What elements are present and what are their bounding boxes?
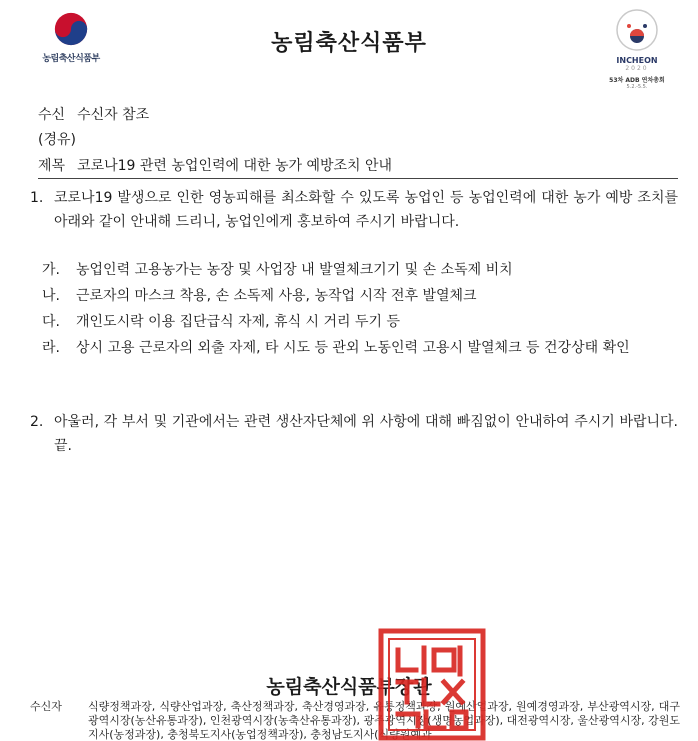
list-item-text: 근로자의 마스크 착용, 손 소독제 사용, 농작업 시작 전후 발열체크 <box>76 288 477 304</box>
ministry-logo-label: 농림축산식품부 <box>42 54 100 64</box>
document-title: 농림축산식품부 <box>271 31 427 56</box>
subject-value: 코로나19 관련 농업인력에 대한 농가 예방조치 안내 <box>77 158 393 174</box>
list-item-label: 라. <box>42 340 60 356</box>
recipient-list-value: 식량정책과장, 식량산업과장, 축산정책과장, 축산경영과장, 유통정책과장, 원예산업과장, 원예경영과장, 부산광역시장, 대구광역시장(농산유통과장), 인천광역시장(농축산유통과장), 광주광역시장(생명농업과장), 대전광역시장, 울산광역시장, 강원도지사(농정과장), 충청북도지사(농업정책과장), 충청남도지사(식량원예과 <box>88 700 681 741</box>
list-item-label: 다. <box>42 314 60 330</box>
adb-event-logo <box>600 8 674 90</box>
list-item-text: 농업인력 고용농가는 농장 및 사업장 내 발열체크기기 및 손 소독제 비치 <box>76 262 513 278</box>
paragraph-2-text: 아울러, 각 부서 및 기관에서는 관련 생산자단체에 위 사항에 대해 빠짐없이 안내하여 주시기 바랍니다. 끝. <box>54 414 678 454</box>
sender-name: 농림축산식품부장관 <box>266 676 432 698</box>
document-header <box>0 0 698 90</box>
event-city: INCHEON <box>616 56 658 65</box>
paragraph-1-number: 1. <box>30 190 44 206</box>
recipient-list-key: 수신자 <box>30 700 62 713</box>
paragraph-2-number: 2. <box>30 414 44 430</box>
list-item-text: 상시 고용 근로자의 외출 자제, 타 시도 등 관외 노동인력 고용시 발열체크 등 건강상태 확인 <box>76 340 630 356</box>
event-dates: 5.2.-5.5. <box>626 84 648 90</box>
recipient-key: 수신 <box>38 107 66 123</box>
list-item-label: 나. <box>42 288 60 304</box>
event-year: 2020 <box>625 65 649 72</box>
via-line: (경유) <box>38 132 76 148</box>
list-item-label: 가. <box>42 262 60 278</box>
incheon-adb-emblem-icon <box>615 8 659 52</box>
subject-key: 제목 <box>38 158 66 174</box>
official-seal-icon <box>378 628 486 741</box>
paragraph-1-text: 코로나19 발생으로 인한 영농피해를 최소화할 수 있도록 농업인 등 농업인력에 대한 농가 예방 조치를 아래와 같이 안내해 드리니, 농업인에게 홍보하여 주시기 바랍니다. <box>54 190 678 230</box>
event-name: 53차 ADB 연차총회 <box>609 77 665 84</box>
list-item-text: 개인도시락 이용 집단급식 자제, 휴식 시 거리 두기 등 <box>76 314 401 330</box>
subject-divider <box>38 178 678 179</box>
subject-line <box>38 155 392 175</box>
recipient-value: 수신자 참조 <box>77 107 150 123</box>
recipient-line <box>38 104 149 124</box>
